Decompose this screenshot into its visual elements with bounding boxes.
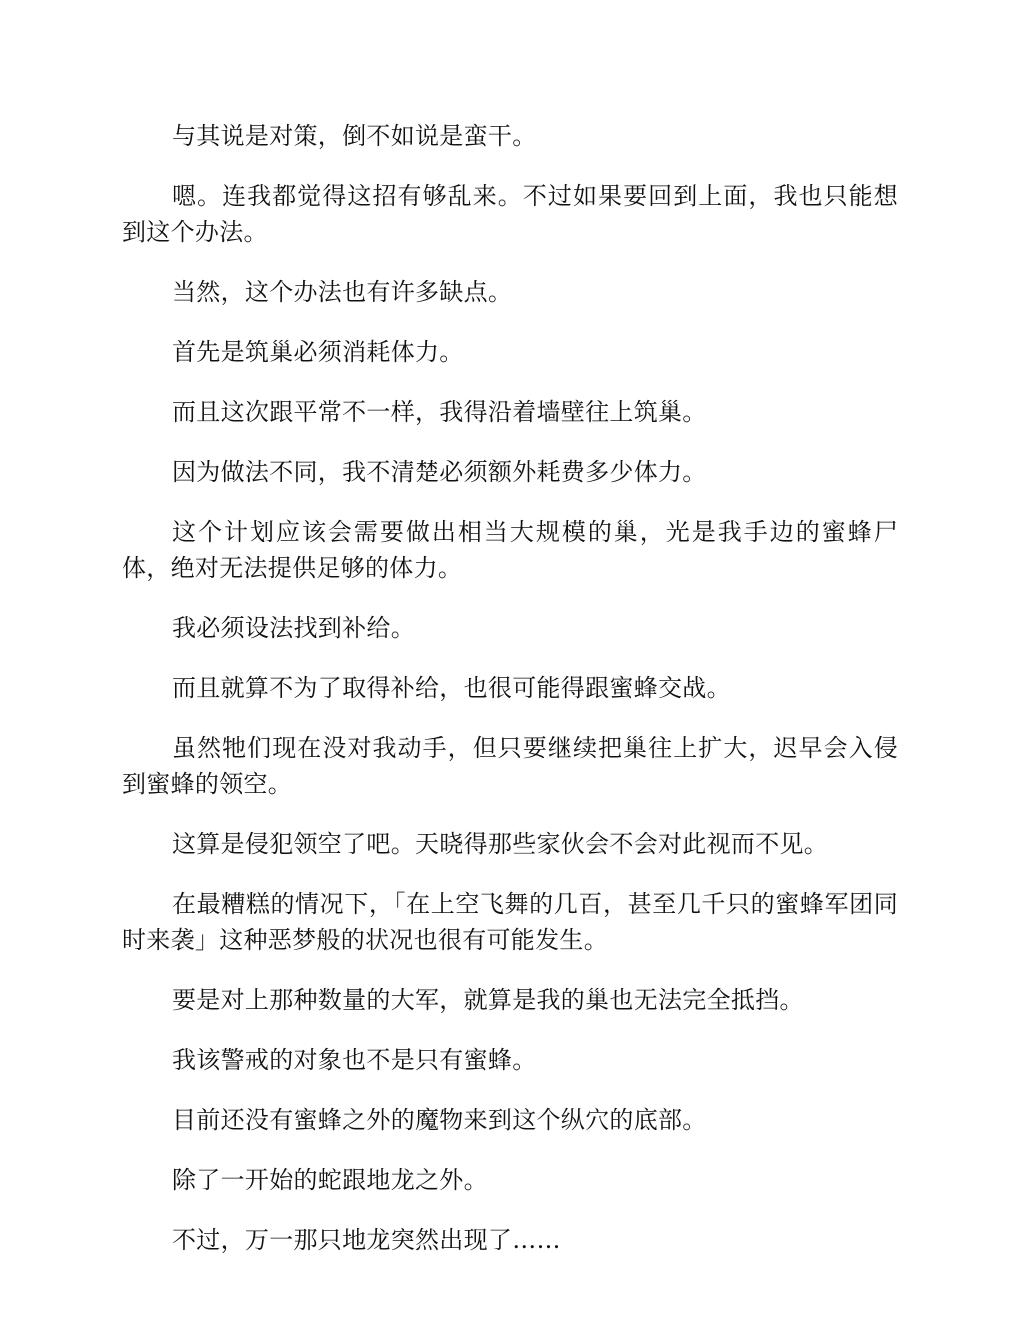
paragraph: 这算是侵犯领空了吧。天晓得那些家伙会不会对此视而不见。	[172, 830, 829, 858]
paragraph: 而且这次跟平常不一样，我得沿着墙壁往上筑巢。	[172, 398, 707, 426]
paragraph: 与其说是对策，倒不如说是蛮干。	[172, 122, 537, 150]
paragraph: 首先是筑巢必须消耗体力。	[172, 338, 464, 366]
paragraph: 要是对上那种数量的大军，就算是我的巢也无法完全抵挡。	[172, 986, 804, 1014]
paragraph: 嗯。连我都觉得这招有够乱来。不过如果要回到上面，我也只能想到这个办法。	[122, 182, 898, 246]
paragraph: 因为做法不同，我不清楚必须额外耗费多少体力。	[172, 458, 707, 486]
paragraph: 在最糟糕的情况下，「在上空飞舞的几百，甚至几千只的蜜蜂军团同时来袭」这种恶梦般的状况也很有可能发生。	[122, 890, 898, 954]
paragraph: 不过，万一那只地龙突然出现了……	[172, 1226, 561, 1254]
paragraph: 目前还没有蜜蜂之外的魔物来到这个纵穴的底部。	[172, 1106, 707, 1134]
document-page	[122, 118, 898, 1282]
paragraph: 我该警戒的对象也不是只有蜜蜂。	[172, 1046, 537, 1074]
paragraph: 虽然牠们现在没对我动手，但只要继续把巢往上扩大，迟早会入侵到蜜蜂的领空。	[122, 734, 898, 798]
paragraph: 我必须设法找到补给。	[172, 614, 415, 642]
paragraph: 这个计划应该会需要做出相当大规模的巢，光是我手边的蜜蜂尸体，绝对无法提供足够的体力。	[122, 518, 898, 582]
paragraph: 除了一开始的蛇跟地龙之外。	[172, 1166, 488, 1194]
paragraph: 而且就算不为了取得补给，也很可能得跟蜜蜂交战。	[172, 674, 731, 702]
paragraph: 当然，这个办法也有许多缺点。	[172, 278, 513, 306]
